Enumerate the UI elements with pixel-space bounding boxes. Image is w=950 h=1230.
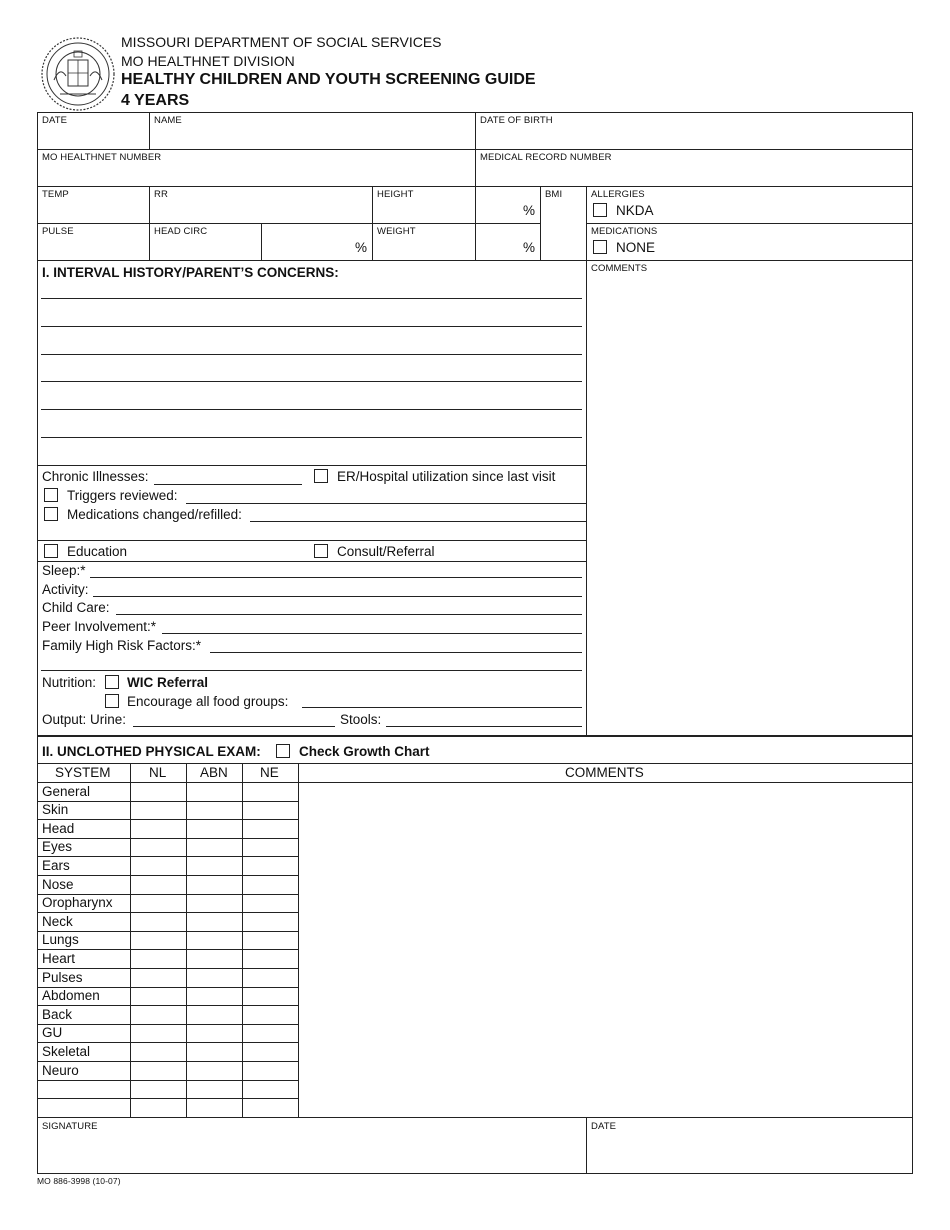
system-name: Abdomen [42,988,100,1004]
ne-cell[interactable] [243,1006,297,1023]
nl-cell[interactable] [131,1081,185,1098]
peer-involvement-input[interactable] [162,633,582,634]
abn-cell[interactable] [187,969,241,986]
nl-cell[interactable] [131,1062,185,1079]
system-name: Skin [42,802,69,818]
system-column-header: SYSTEM [55,765,111,780]
nl-cell[interactable] [131,876,185,893]
abn-cell[interactable] [187,1043,241,1060]
system-name: Neck [42,913,73,929]
nl-cell[interactable] [131,1099,185,1116]
system-name: Eyes [42,839,73,855]
nl-cell[interactable] [131,783,185,800]
signature-field[interactable]: SIGNATURE [42,1121,98,1132]
none-checkbox[interactable] [593,240,607,254]
form-number: MO 886-3998 (10-07) [37,1176,121,1186]
nl-cell[interactable] [131,857,185,874]
abn-cell[interactable] [187,857,241,874]
sleep-label: Sleep:* [42,563,86,578]
meds-changed-checkbox[interactable] [44,507,58,521]
system-name: Heart [42,950,76,966]
ne-cell[interactable] [243,895,297,912]
abn-column-header: ABN [200,765,228,780]
nl-cell[interactable] [131,1006,185,1023]
bmi-field[interactable]: BMI [545,189,563,200]
age-title: 4 YEARS [121,92,190,109]
abn-cell[interactable] [187,1062,241,1079]
system-name: Oropharynx [42,895,113,911]
rr-field[interactable]: RR [154,189,168,200]
activity-input[interactable] [93,596,582,597]
education-checkbox[interactable] [44,544,58,558]
allergies-label: ALLERGIES [591,189,645,200]
education-label: Education [67,544,128,559]
ne-cell[interactable] [243,950,297,967]
comments-label: COMMENTS [591,263,648,274]
ne-cell[interactable] [243,988,297,1005]
ne-cell[interactable] [243,1099,297,1116]
ne-cell[interactable] [243,820,297,837]
medications-label: MEDICATIONS [591,226,658,237]
sleep-input[interactable] [90,577,582,578]
triggers-checkbox[interactable] [44,488,58,502]
system-name: General [42,783,91,799]
ne-cell[interactable] [243,932,297,949]
nl-cell[interactable] [131,932,185,949]
encourage-food-checkbox[interactable] [105,694,119,708]
stools-label: Stools: [340,712,382,727]
none-label: NONE [616,240,656,255]
nl-cell[interactable] [131,913,185,930]
output-urine-label: Output: Urine: [42,712,127,727]
form-title: HEALTHY CHILDREN AND YOUTH SCREENING GUIDE [121,71,536,88]
growth-chart-checkbox[interactable] [276,744,290,758]
nkda-label: NKDA [616,203,654,218]
er-hospital-checkbox[interactable] [314,469,328,483]
abn-cell[interactable] [187,839,241,856]
nl-cell[interactable] [131,839,185,856]
abn-cell[interactable] [187,932,241,949]
system-name: GU [42,1025,63,1041]
triggers-input[interactable] [186,503,586,504]
nl-cell[interactable] [131,1043,185,1060]
growth-chart-label: Check Growth Chart [299,744,430,759]
ne-cell[interactable] [243,1081,297,1098]
abn-cell[interactable] [187,820,241,837]
meds-changed-input[interactable] [250,521,586,522]
head-circ-percent: % [355,240,368,255]
abn-cell[interactable] [187,876,241,893]
nl-cell[interactable] [131,1025,185,1042]
child-care-label: Child Care: [42,600,110,615]
abn-cell[interactable] [187,913,241,930]
division-name: MO HEALTHNET DIVISION [121,53,295,69]
height-percent: % [523,203,536,218]
abn-cell[interactable] [187,1025,241,1042]
peer-involvement-label: Peer Involvement:* [42,619,157,634]
mo-healthnet-number-field[interactable]: MO HEALTHNET NUMBER [42,152,162,163]
history-heading: I. INTERVAL HISTORY/PARENT’S CONCERNS: [42,265,339,280]
signature-date-field[interactable]: DATE [591,1121,617,1132]
nkda-checkbox[interactable] [593,203,607,217]
weight-field[interactable]: WEIGHT [377,226,416,237]
abn-cell[interactable] [187,802,241,819]
abn-cell[interactable] [187,783,241,800]
family-risk-label: Family High Risk Factors:* [42,638,202,653]
ne-cell[interactable] [243,802,297,819]
system-name: Back [42,1006,73,1022]
chronic-illnesses-input[interactable] [154,484,302,485]
meds-changed-label: Medications changed/refilled: [67,507,242,522]
abn-cell[interactable] [187,988,241,1005]
nl-cell[interactable] [131,802,185,819]
system-name: Head [42,820,75,836]
triggers-label: Triggers reviewed: [67,488,178,503]
wic-referral-label: WIC Referral [127,675,209,690]
child-care-input[interactable] [116,614,582,615]
stools-input[interactable] [386,726,582,727]
nl-column-header: NL [149,765,167,780]
ne-cell[interactable] [243,913,297,930]
ne-cell[interactable] [243,876,297,893]
nl-cell[interactable] [131,820,185,837]
system-name: Pulses [42,969,83,985]
ne-cell[interactable] [243,1043,297,1060]
nl-cell[interactable] [131,895,185,912]
height-field[interactable]: HEIGHT [377,189,414,200]
nutrition-label: Nutrition: [42,675,97,690]
dob-field[interactable]: DATE OF BIRTH [480,115,553,126]
system-name: Lungs [42,932,79,948]
nl-cell[interactable] [131,950,185,967]
date-field[interactable]: DATE [42,115,68,126]
abn-cell[interactable] [187,895,241,912]
consult-referral-label: Consult/Referral [337,544,435,559]
exam-comments-header: COMMENTS [565,765,644,780]
weight-percent: % [523,240,536,255]
system-name: Ears [42,857,70,873]
encourage-food-label: Encourage all food groups: [127,694,289,709]
abn-cell[interactable] [187,1006,241,1023]
chronic-illnesses-label: Chronic Illnesses: [42,469,149,484]
head-circ-field[interactable]: HEAD CIRC [154,226,208,237]
ne-cell[interactable] [243,969,297,986]
wic-referral-checkbox[interactable] [105,675,119,689]
abn-cell[interactable] [187,1081,241,1098]
ne-column-header: NE [260,765,279,780]
system-name: Nose [42,876,74,892]
exam-heading: II. UNCLOTHED PHYSICAL EXAM: [42,744,261,759]
system-name: Skeletal [42,1043,91,1059]
encourage-food-input[interactable] [302,707,582,708]
ne-cell[interactable] [243,839,297,856]
consult-referral-checkbox[interactable] [314,544,328,558]
ne-cell[interactable] [243,1062,297,1079]
family-risk-input[interactable] [210,652,582,653]
ne-cell[interactable] [243,1025,297,1042]
nl-cell[interactable] [131,969,185,986]
output-urine-input[interactable] [133,726,335,727]
ne-cell[interactable] [243,857,297,874]
department-name: MISSOURI DEPARTMENT OF SOCIAL SERVICES [121,34,442,50]
activity-label: Activity: [42,582,89,597]
ne-cell[interactable] [243,783,297,800]
temp-field[interactable]: TEMP [42,189,69,200]
abn-cell[interactable] [187,950,241,967]
pulse-field[interactable]: PULSE [42,226,74,237]
system-name: Neuro [42,1062,79,1078]
medical-record-number-field[interactable]: MEDICAL RECORD NUMBER [480,152,612,163]
nl-cell[interactable] [131,988,185,1005]
abn-cell[interactable] [187,1099,241,1116]
state-seal-icon [40,36,116,112]
er-hospital-label: ER/Hospital utilization since last visit [337,469,556,484]
name-field[interactable]: NAME [154,115,182,126]
